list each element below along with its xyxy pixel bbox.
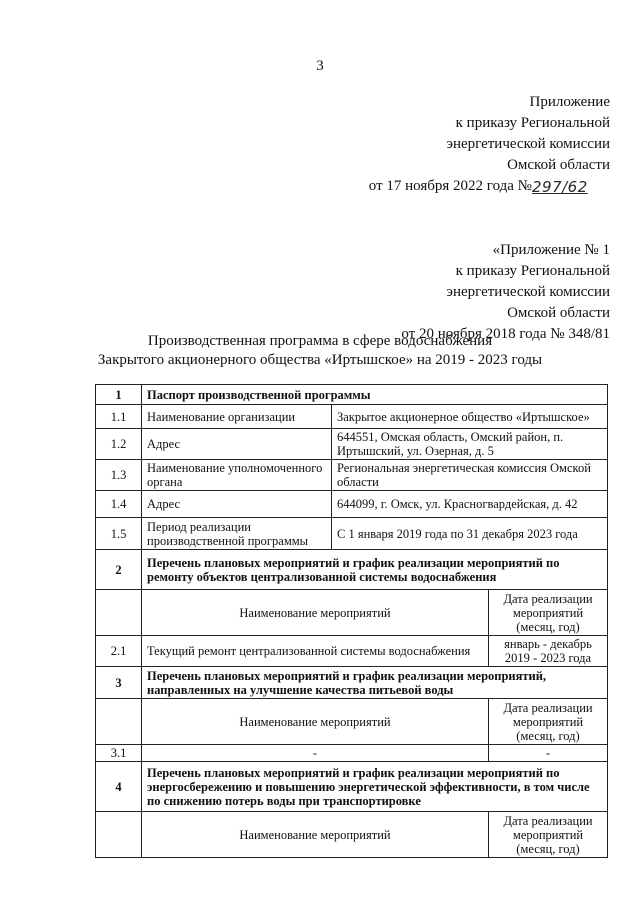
section-number: 4 (96, 762, 142, 812)
appendix-line: «Приложение № 1 (492, 242, 610, 258)
appendix-line: от 20 ноября 2018 года № 348/81 (401, 326, 610, 342)
row-value: С 1 января 2019 года по 31 декабря 2023 года (332, 518, 608, 550)
header-name: Наименование мероприятий (142, 590, 489, 636)
appendix-date-line (369, 176, 610, 197)
appendix-date-text: от 17 ноября 2022 года № (368, 178, 532, 194)
row-number: 1.1 (96, 405, 142, 429)
table-row (96, 429, 608, 460)
table-row (96, 518, 608, 550)
table-row (96, 636, 608, 667)
row-number: 1.4 (96, 491, 142, 518)
row-number: 2.1 (96, 636, 142, 667)
document-title (0, 332, 640, 370)
section-number: 3 (96, 667, 142, 699)
row-number: 1.5 (96, 518, 142, 550)
row-label: Адрес (142, 429, 332, 460)
appendix-line: Приложение (529, 94, 610, 110)
header-date: Дата реализации мероприятий (месяц, год) (489, 812, 608, 858)
row-value: Региональная энергетическая комиссия Омской области (332, 460, 608, 491)
appendix-line: энергетической комиссии (446, 284, 610, 300)
handwritten-order-number: 297/62 (532, 178, 588, 196)
empty-cell (96, 812, 142, 858)
row-label: Адрес (142, 491, 332, 518)
row-label: Наименование организации (142, 405, 332, 429)
row-number: 3.1 (96, 745, 142, 762)
row-label: Период реализации производственной программы (142, 518, 332, 550)
row-name: Текущий ремонт централизованной системы водоснабжения (142, 636, 489, 667)
section-title: Паспорт производственной программы (142, 385, 608, 405)
table-row (96, 699, 608, 745)
table-row (96, 460, 608, 491)
table-row (96, 491, 608, 518)
table-row (96, 745, 608, 762)
table-row (96, 667, 608, 699)
appendix-line: к приказу Региональной (455, 263, 610, 279)
program-table (95, 384, 608, 858)
row-value: Закрытое акционерное общество «Иртышское» (332, 405, 608, 429)
row-date: - (489, 745, 608, 762)
section-number: 1 (96, 385, 142, 405)
empty-cell (96, 699, 142, 745)
row-value: 644099, г. Омск, ул. Красногвардейская, д. 42 (332, 491, 608, 518)
appendix-current (369, 92, 610, 197)
section-title: Перечень плановых мероприятий и график реализации мероприятий, направленных на улучшение качества питьевой воды (142, 667, 608, 699)
header-name: Наименование мероприятий (142, 699, 489, 745)
section-number: 2 (96, 550, 142, 590)
row-number: 1.3 (96, 460, 142, 491)
row-date: январь - декабрь 2019 - 2023 года (489, 636, 608, 667)
appendix-line: энергетической комиссии (446, 136, 610, 152)
appendix-line: Омской области (507, 305, 610, 321)
header-date: Дата реализации мероприятий (месяц, год) (489, 590, 608, 636)
title-line-1: Производственная программа в сфере водоснабжения (147, 333, 493, 349)
empty-cell (96, 590, 142, 636)
table-row (96, 590, 608, 636)
table-row (96, 550, 608, 590)
page-number: 3 (316, 58, 324, 74)
table-row (96, 812, 608, 858)
header-date: Дата реализации мероприятий (месяц, год) (489, 699, 608, 745)
table-row (96, 385, 608, 405)
header-name: Наименование мероприятий (142, 812, 489, 858)
section-title: Перечень плановых мероприятий и график реализации мероприятий по энергосбережению и повышению энергетической эффективности, в том числе по снижению потерь воды при транспортировке (142, 762, 608, 812)
appendix-original (401, 240, 610, 345)
table-row (96, 405, 608, 429)
row-name: - (142, 745, 489, 762)
row-label: Наименование уполномоченного органа (142, 460, 332, 491)
table-row (96, 762, 608, 812)
row-number: 1.2 (96, 429, 142, 460)
title-line-2: Закрытого акционерного общества «Иртышское» на 2019 - 2023 годы (97, 352, 543, 368)
appendix-line: к приказу Региональной (455, 115, 610, 131)
appendix-line: Омской области (507, 157, 610, 173)
row-value: 644551, Омская область, Омский район, п. Иртышский, ул. Озерная, д. 5 (332, 429, 608, 460)
section-title: Перечень плановых мероприятий и график реализации мероприятий по ремонту объектов централизованной системы водоснабжения (142, 550, 608, 590)
